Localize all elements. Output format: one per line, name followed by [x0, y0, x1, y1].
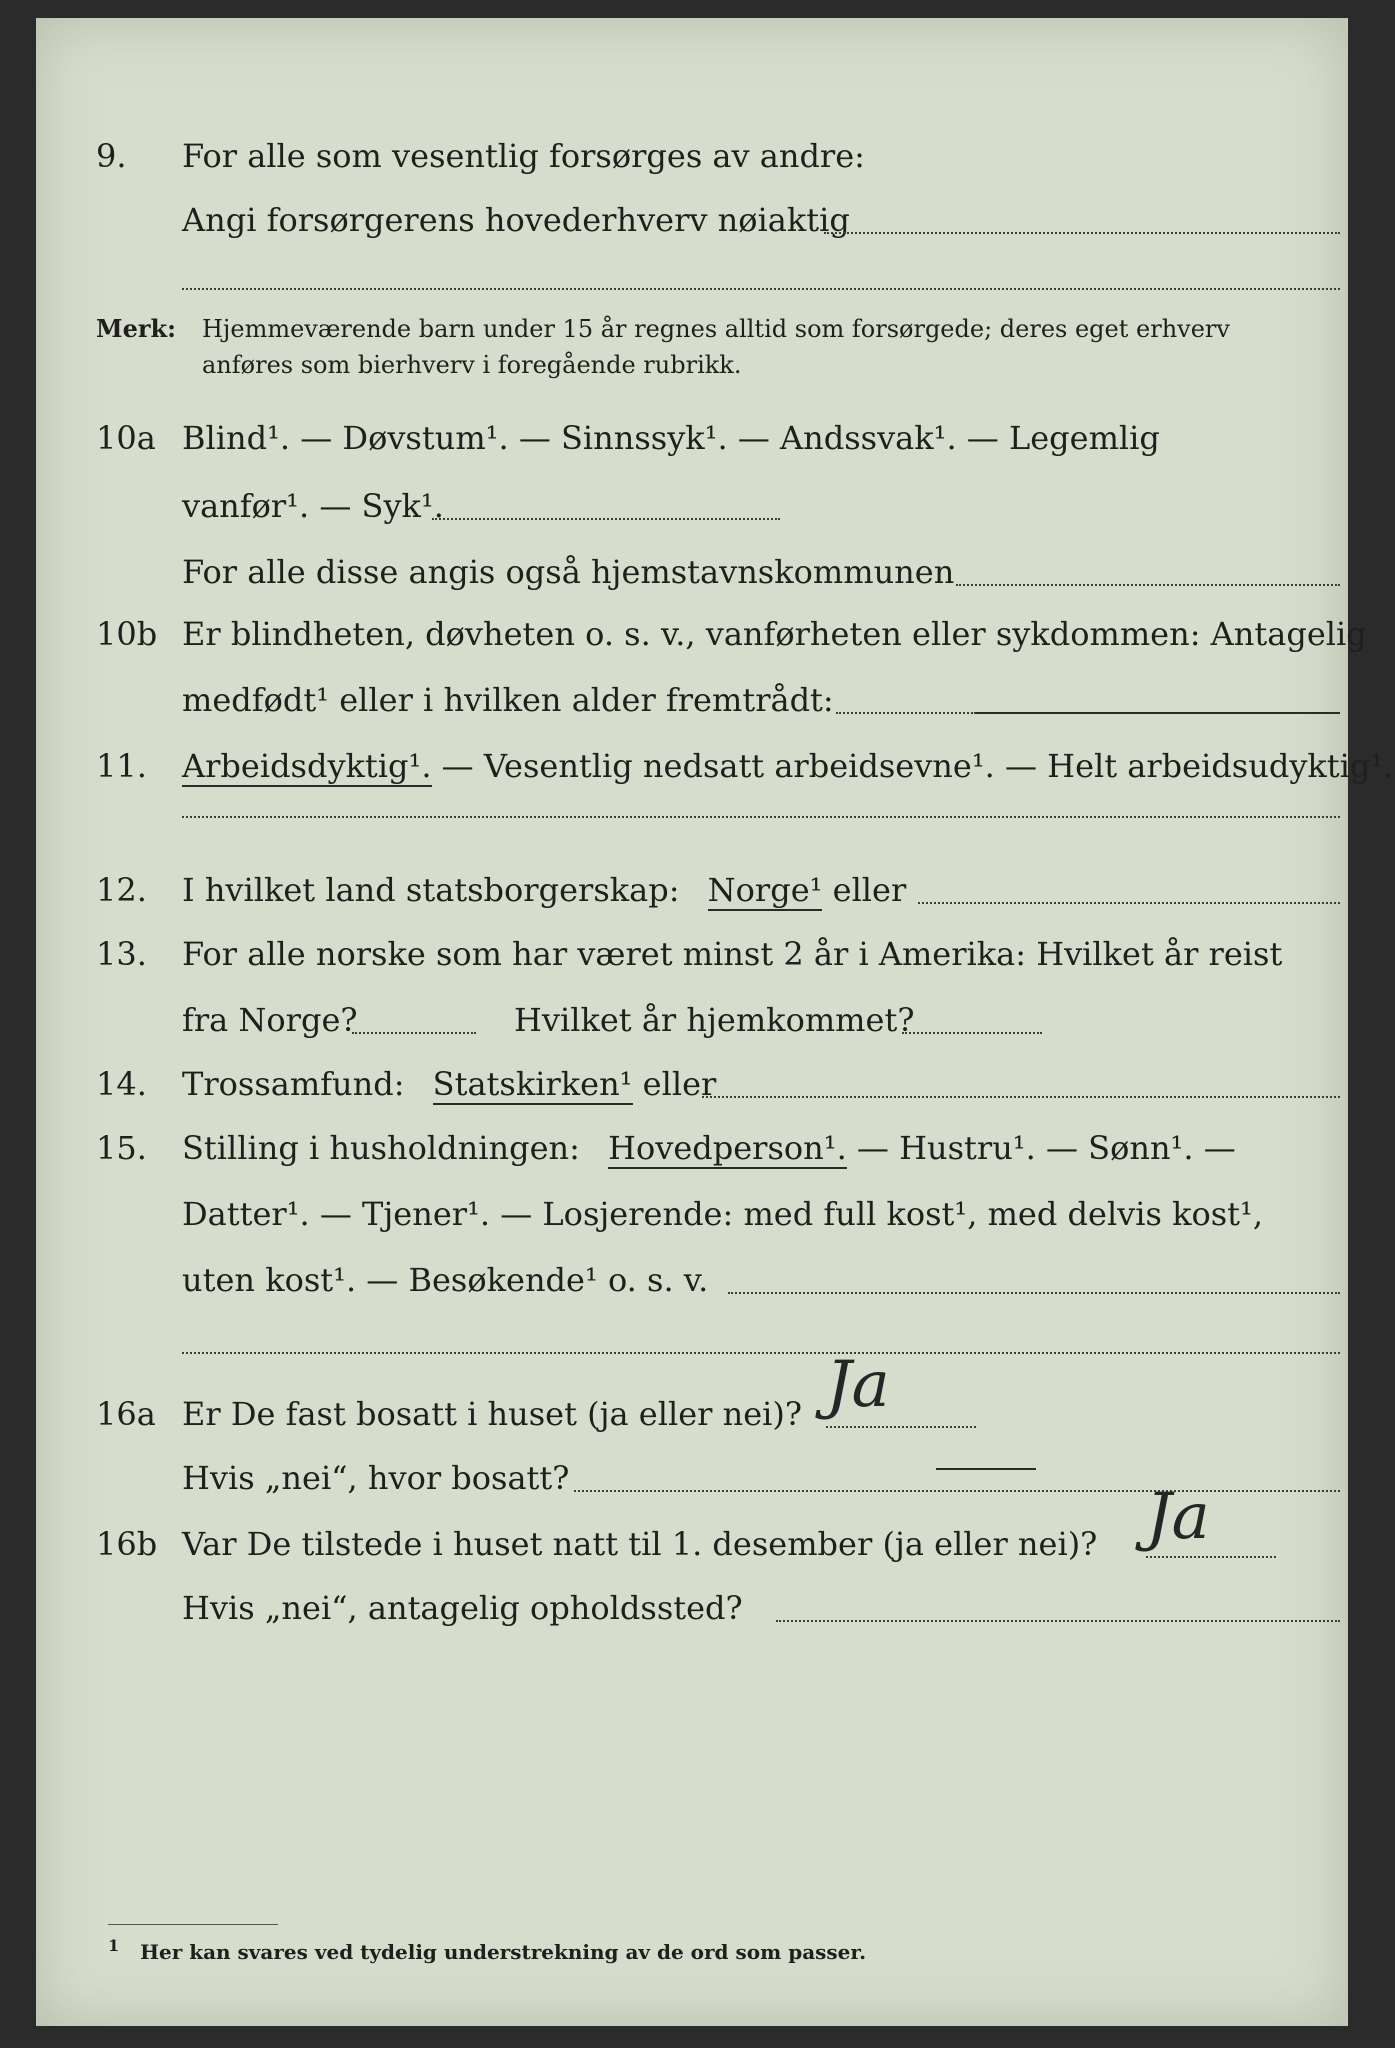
q14-selected-option: Statskirken¹ [432, 1065, 633, 1103]
q15-answer-line2 [182, 1352, 1340, 1354]
q11-answer-line [182, 816, 1340, 818]
footnote-mark: 1 [108, 1936, 120, 1955]
q16b-opholdssted-line [776, 1620, 1340, 1622]
q10a-text2: vanfør¹. — Syk¹. [182, 487, 444, 525]
q16b-number: 16b [96, 1525, 158, 1563]
q10b-dotted [836, 712, 976, 714]
q15-text3: uten kost¹. — Besøkende¹ o. s. v. [182, 1261, 709, 1299]
q16b-answer-line [1146, 1556, 1276, 1558]
q12-eller: eller [832, 871, 907, 909]
q10a-number: 10a [96, 419, 156, 457]
q10a-syk-line [432, 518, 780, 520]
q15-question: Stilling i husholdningen: [182, 1129, 580, 1167]
q16b-handwritten-answer: Ja [1146, 1480, 1210, 1554]
q10a-hjemstavn-line [956, 584, 1340, 586]
census-form-page [36, 18, 1394, 2026]
q13-reist: fra Norge? [182, 1001, 358, 1039]
q11-other-options: — Vesentlig nedsatt arbeidsevne¹. — Helt arbeidsudyktig¹. [441, 747, 1394, 785]
q10a-text3: For alle disse angis også hjemstavnskommunen [182, 553, 955, 591]
q16a-number: 16a [96, 1395, 156, 1433]
q13-reist-line [352, 1032, 476, 1034]
q14-answer-line [702, 1096, 1340, 1098]
footnote-text: Her kan svares ved tydelig understrekning av de ord som passer. [140, 1939, 867, 1964]
q13-hjemkommet: Hvilket år hjemkommet? [514, 1001, 915, 1039]
q15-text2: Datter¹. — Tjener¹. — Losjerende: med full kost¹, med delvis kost¹, [182, 1195, 1264, 1233]
q9-number: 9. [96, 137, 127, 175]
merk-line1: Hjemmeværende barn under 15 år regnes alltid som forsørgede; deres eget erhverv [202, 315, 1230, 343]
q13-number: 13. [96, 935, 147, 973]
q10b-text: Er blindheten, døvheten o. s. v., vanførheten eller sykdommen: Antagelig [182, 615, 1367, 653]
q16a-answer-line [826, 1426, 976, 1428]
footnote [108, 1936, 866, 1964]
merk-line2: anføres som bierhverv i foregående rubrikk. [202, 351, 742, 379]
q15-other-options: — Hustru¹. — Sønn¹. — [856, 1129, 1236, 1167]
q16a-bosatt-line [574, 1490, 1340, 1492]
q12-number: 12. [96, 871, 147, 909]
q10b-text2: medfødt¹ eller i hvilken alder fremtrådt: [182, 681, 834, 719]
q12-answer-line [918, 902, 1340, 904]
q12-selected-option: Norge¹ [707, 871, 823, 909]
q14-number: 14. [96, 1065, 147, 1103]
q9-answer-line2 [182, 288, 1340, 290]
q10a-text: Blind¹. — Døvstum¹. — Sinnssyk¹. — Andssvak¹. — Legemlig [182, 419, 1160, 457]
q15-selected-option: Hovedperson¹. [608, 1129, 847, 1167]
q13-hjemkommet-line [902, 1032, 1042, 1034]
q9-text: For alle som vesentlig forsørges av andre: [182, 137, 865, 175]
q9-answer-line [824, 232, 1340, 234]
q11-number: 11. [96, 747, 147, 785]
merk-label: Merk: [96, 314, 176, 343]
q9-text2: Angi forsørgerens hovederhverv nøiaktig [182, 201, 850, 239]
q16b-text2: Hvis „nei“, antagelig opholdssted? [182, 1589, 743, 1627]
q10b-number: 10b [96, 615, 158, 653]
q11-selected-option: Arbeidsdyktig¹. [182, 747, 432, 785]
q16a-text2: Hvis „nei“, hvor bosatt? [182, 1459, 570, 1497]
q16a-dash [936, 1468, 1036, 1470]
q16b-text: Var De tilstede i huset natt til 1. desember (ja eller nei)? [182, 1525, 1098, 1563]
footnote-rule [108, 1924, 278, 1925]
q15-number: 15. [96, 1129, 147, 1167]
q16a-text: Er De fast bosatt i huset (ja eller nei)? [182, 1395, 803, 1433]
q12-question: I hvilket land statsborgerskap: [182, 871, 680, 909]
q10b-solid [976, 712, 1340, 714]
q15-answer-line [728, 1292, 1340, 1294]
q14-eller: eller [642, 1065, 717, 1103]
q16a-handwritten-answer: Ja [826, 1348, 890, 1422]
q13-text: For alle norske som har været minst 2 år i Amerika: Hvilket år reist [182, 935, 1283, 973]
q14-question: Trossamfund: [182, 1065, 405, 1103]
